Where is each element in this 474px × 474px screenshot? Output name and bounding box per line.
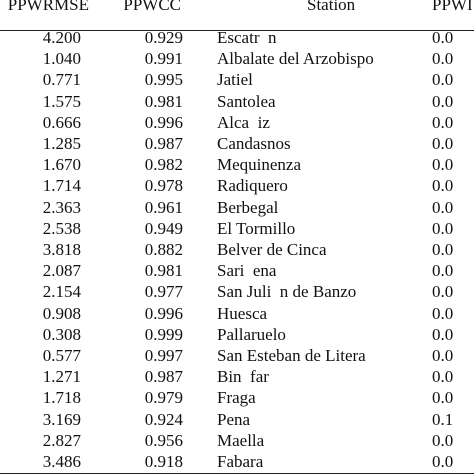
cell-station: Jatiel [217,70,253,90]
cell-next-column: 0.0 [432,303,454,323]
table-row [0,91,474,113]
cell-station: Huesca [217,303,268,323]
table-row [0,451,474,473]
cell-ppwrmse: 3.818 [42,240,81,259]
table-row [0,175,474,197]
cell-ppwrmse: 1.670 [42,155,81,175]
cell-ppwrmse: 0.308 [42,324,81,344]
table-row [0,260,474,282]
header-station: Station [307,0,356,14]
cell-ppwrmse: 1.285 [42,134,81,153]
cell-next-column: 0.0 [432,367,454,387]
cell-ppwcc: 0.929 [144,28,183,47]
cell-ppwcc: 0.996 [144,303,183,323]
table-row [0,345,474,367]
cell-station: Albalate del Arzobispo [217,49,374,69]
cell-ppwcc: 0.978 [144,176,183,196]
cell-next-column: 0.0 [432,388,454,408]
cell-ppwrmse: 0.577 [42,346,81,365]
cell-ppwrmse: 1.575 [42,91,81,111]
cell-ppwcc: 0.924 [144,409,183,429]
cell-ppwcc: 0.918 [144,452,183,471]
cell-station: Candasnos [217,134,291,153]
table-row [0,281,474,303]
table-row [0,239,474,261]
cell-station: San Juli n de Banzo [217,282,357,302]
table-row [0,69,474,91]
cell-ppwcc: 0.981 [144,261,183,281]
cell-station: Mequinenza [217,155,302,175]
cell-ppwcc: 0.956 [144,430,183,450]
cell-ppwcc: 0.961 [144,197,183,217]
cell-next-column: 0.0 [432,324,454,344]
cell-ppwrmse: 1.040 [42,49,81,69]
table-row [0,27,474,49]
cell-ppwcc: 0.979 [144,388,183,408]
cell-next-column: 0.0 [432,49,454,69]
cell-ppwrmse: 2.154 [42,282,81,302]
header-next-column: PPWI [432,0,473,14]
cell-ppwcc: 0.991 [144,49,183,69]
cell-ppwcc: 0.997 [144,346,183,365]
cell-next-column: 0.0 [432,218,454,238]
header-ppwcc: PPWCC [123,0,181,14]
table-row [0,154,474,176]
cell-station: Pena [217,409,251,429]
cell-ppwrmse: 3.486 [42,452,81,471]
table-row [0,387,474,409]
cell-next-column: 0.0 [432,176,454,196]
cell-ppwcc: 0.981 [144,91,183,111]
cell-ppwcc: 0.999 [144,324,183,344]
cell-ppwcc: 0.982 [144,155,183,175]
cell-ppwcc: 0.987 [144,134,183,153]
cell-ppwrmse: 1.271 [42,367,81,387]
table-row [0,218,474,240]
cell-station: Fraga [217,388,256,408]
cell-next-column: 0.0 [432,28,454,47]
cell-ppwrmse: 1.714 [42,176,81,196]
cell-station: Fabara [217,452,264,471]
cell-next-column: 0.0 [432,70,454,90]
cell-ppwrmse: 4.200 [42,28,81,47]
cell-station: Alca iz [217,112,270,132]
cell-station: Santolea [217,91,276,111]
table-row [0,324,474,346]
cell-next-column: 0.1 [432,409,454,429]
cell-station: Maella [217,430,265,450]
cell-next-column: 0.0 [432,112,454,132]
cell-next-column: 0.0 [432,346,454,365]
cell-ppwrmse: 2.827 [42,430,81,450]
cell-station: San Esteban de Litera [217,346,366,365]
cell-next-column: 0.0 [432,134,454,153]
table-row [0,303,474,325]
table-row [0,409,474,431]
cell-ppwcc: 0.995 [144,70,183,90]
table-row [0,133,474,155]
cell-station: Sari ena [217,261,277,281]
cell-next-column: 0.0 [432,155,454,175]
cell-ppwrmse: 3.169 [42,409,81,429]
table-header-row [0,0,474,16]
cell-next-column: 0.0 [432,240,454,259]
table-row [0,366,474,388]
cell-ppwrmse: 2.363 [42,197,81,217]
cell-station: Pallaruelo [217,324,286,344]
cell-ppwrmse: 2.087 [42,261,81,281]
cell-station: Escatr n [217,28,277,47]
cell-ppwcc: 0.882 [144,240,183,259]
cell-ppwrmse: 0.666 [42,112,81,132]
header-ppwrmse: PPWRMSE [7,0,89,14]
cell-ppwcc: 0.996 [144,112,183,132]
cell-next-column: 0.0 [432,91,454,111]
cell-next-column: 0.0 [432,282,454,302]
cell-next-column: 0.0 [432,452,454,471]
cell-station: El Tormillo [217,218,296,238]
cell-ppwrmse: 0.908 [42,303,81,323]
cell-station: Belver de Cinca [217,240,327,259]
table-row [0,48,474,70]
cell-next-column: 0.0 [432,261,454,281]
cell-station: Berbegal [217,197,279,217]
cell-ppwrmse: 0.771 [42,70,81,90]
cell-station: Radiquero [217,176,288,196]
table-row [0,112,474,134]
cell-ppwcc: 0.977 [144,282,183,302]
cell-ppwrmse: 1.718 [42,388,81,408]
cell-next-column: 0.0 [432,430,454,450]
cell-next-column: 0.0 [432,197,454,217]
cell-ppwcc: 0.987 [144,367,183,387]
table-row [0,430,474,452]
table-row [0,197,474,219]
cell-station: Bin far [217,367,269,387]
cell-ppwcc: 0.949 [144,218,183,238]
cell-ppwrmse: 2.538 [42,218,81,238]
